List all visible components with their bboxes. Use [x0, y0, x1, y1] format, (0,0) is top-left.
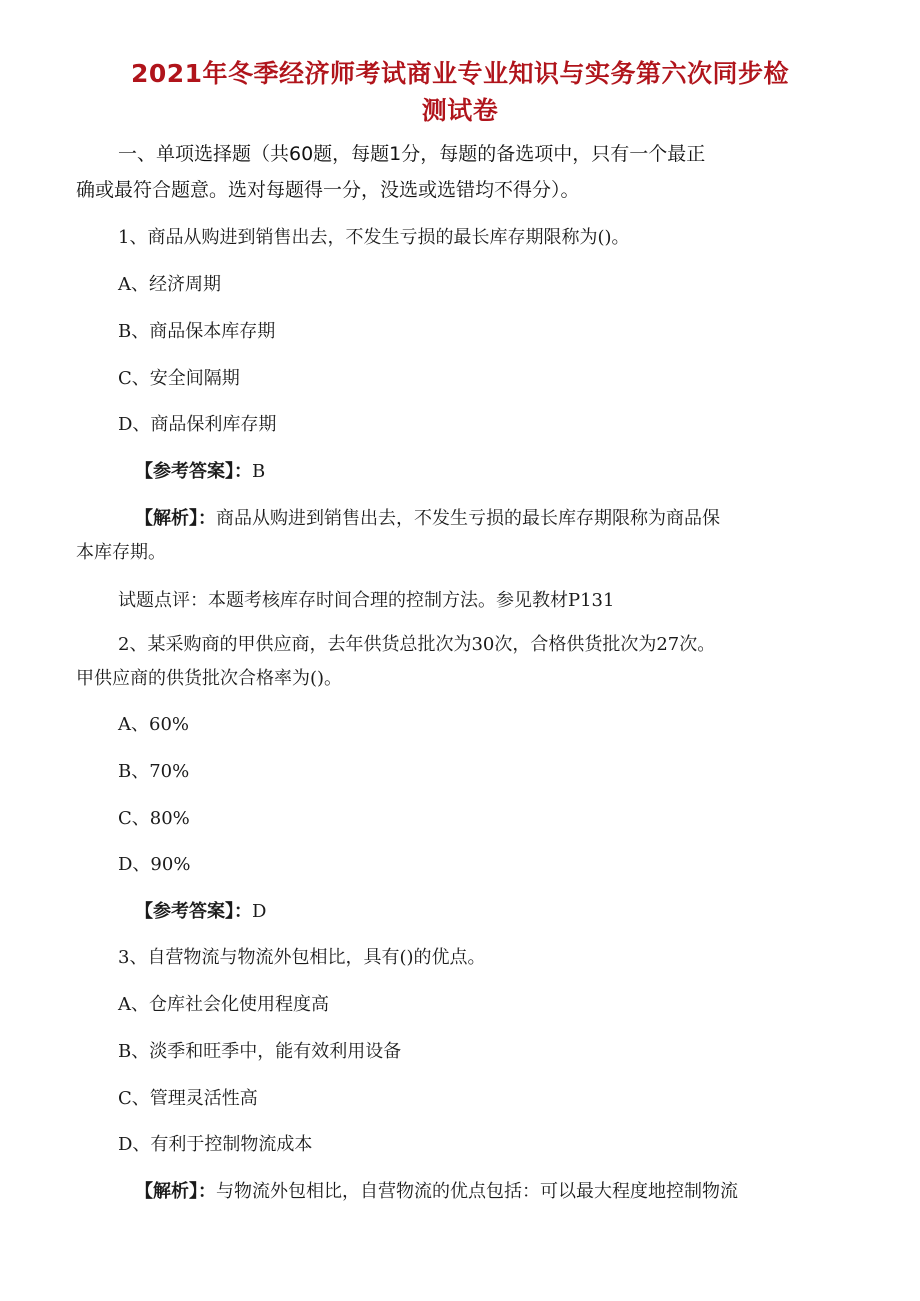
answer-value: D: [252, 901, 267, 922]
question-1-comment: 试题点评：本题考核库存时间合理的控制方法。参见教材P131: [118, 590, 615, 611]
analysis-text: 商品从购进到销售出去，不发生亏损的最长库存期限称为商品保: [216, 508, 720, 529]
question-2-option-d: D、90%: [118, 854, 191, 875]
question-3-option-d: D、有利于控制物流成本: [118, 1134, 313, 1155]
question-1-analysis-line-1: [135, 507, 720, 531]
question-1-option-d: D、商品保利库存期: [118, 414, 277, 435]
section-intro-line-2: 确或最符合题意。选对每题得一分，没选或选错均不得分）。: [76, 179, 580, 201]
section-intro-line-1: 一、单项选择题（共60题，每题1分，每题的备选项中，只有一个最正: [118, 143, 706, 165]
question-1-answer: [135, 460, 265, 484]
question-1-option-c: C、安全间隔期: [118, 368, 240, 389]
question-2-stem-line-2: 甲供应商的供货批次合格率为()。: [76, 668, 343, 689]
question-2-option-c: C、80%: [118, 808, 190, 829]
question-1-option-b: B、商品保本库存期: [118, 321, 276, 342]
question-1-stem: 1、商品从购进到销售出去，不发生亏损的最长库存期限称为()。: [118, 227, 630, 248]
question-2-option-b: B、70%: [118, 761, 190, 782]
question-3-stem: 3、自营物流与物流外包相比，具有()的优点。: [118, 947, 486, 968]
question-2-stem-line-1: 2、某采购商的甲供应商，去年供货总批次为30次，合格供货批次为27次。: [118, 634, 716, 655]
analysis-label: 【解析】：: [135, 508, 216, 529]
question-1-option-a: A、经济周期: [118, 274, 221, 295]
analysis-label: 【解析】：: [135, 1181, 216, 1202]
document-title-line-2: 测试卷: [421, 96, 499, 125]
question-3-option-b: B、淡季和旺季中，能有效利用设备: [118, 1041, 402, 1062]
question-1-analysis-line-2: 本库存期。: [76, 542, 166, 563]
question-3-option-c: C、管理灵活性高: [118, 1088, 258, 1109]
document-title-line-1: 2021年冬季经济师考试商业专业知识与实务第六次同步检: [130, 59, 790, 88]
question-2-answer: [135, 900, 266, 924]
answer-label: 【参考答案】：: [135, 461, 252, 482]
answer-label: 【参考答案】：: [135, 901, 252, 922]
question-3-analysis-line-1: [135, 1180, 738, 1204]
question-3-option-a: A、仓库社会化使用程度高: [118, 994, 329, 1015]
analysis-text: 与物流外包相比，自营物流的优点包括：可以最大程度地控制物流: [216, 1181, 738, 1202]
question-2-option-a: A、60%: [118, 714, 190, 735]
answer-value: B: [252, 461, 266, 482]
